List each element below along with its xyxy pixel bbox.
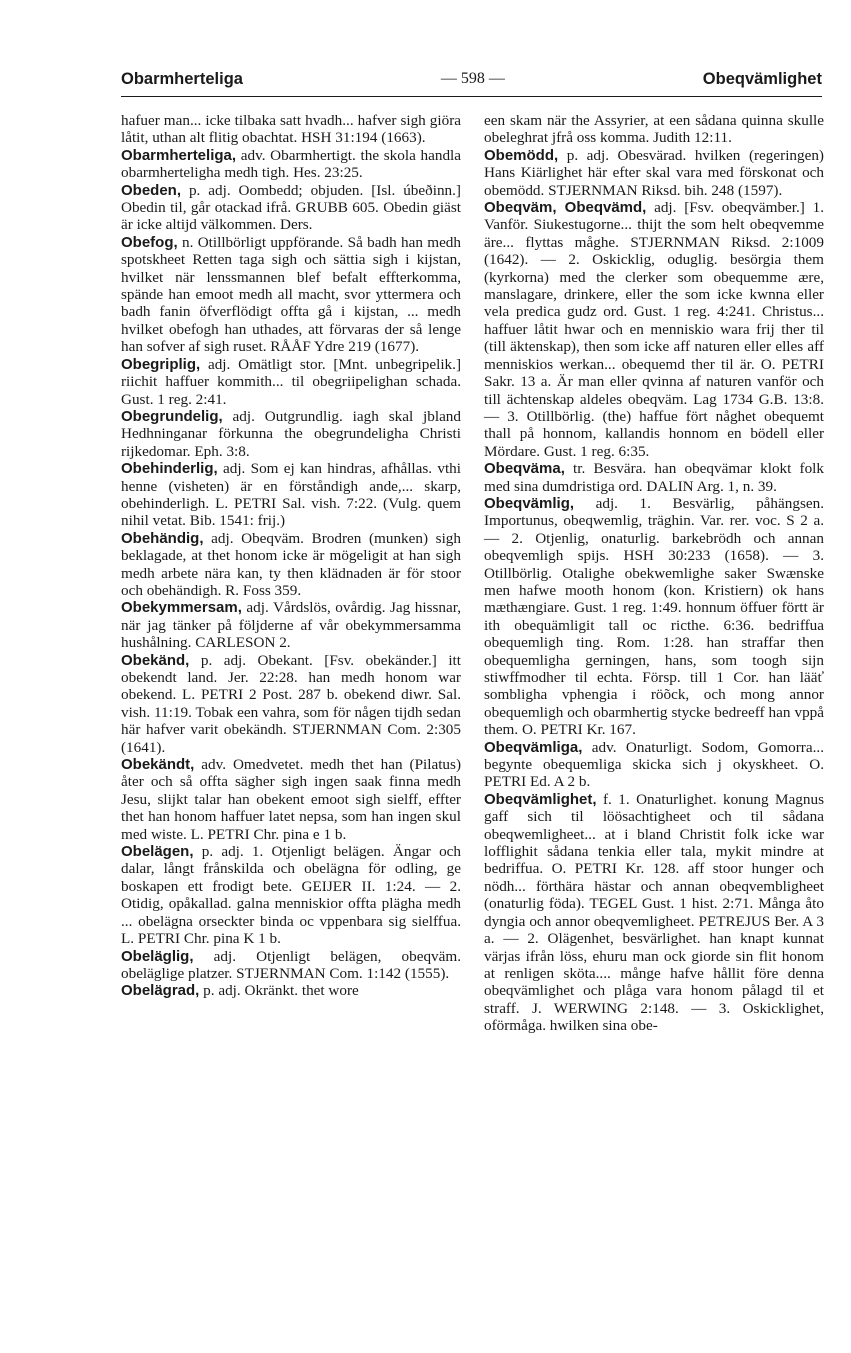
dictionary-entry	[121, 356, 461, 408]
entry-body-text: adj. Outgrundlig. iagh skal jbland Hedhninganar förkunna the obegrundeligha Christi rijkedomar. Eph. 3:8.	[121, 407, 461, 460]
entry-headword: Obeqvämlighet,	[484, 790, 597, 808]
entry-body-text: n. Otillbörligt uppförande. Så badh han medh spotskheet Retten taga sigh och sättia sigh i kijstan, hvilket när lenssmannen blef befalt effterkomma, spände han emoot medh all macht, svor yttermera och badh fanin öfverflödigt offta gå i kijstan, ... medh hvilket obefogh han uthades, att förvaras der så lenge han sofver af sigh ruset. RÅÅF Ydre 219 (1677).	[121, 233, 461, 356]
entry-headword: Obemödd,	[484, 146, 559, 164]
right-column	[484, 112, 824, 1035]
entry-headword: Obeden,	[121, 181, 182, 199]
entry-body-text: p. adj. Okränkt. thet wore	[199, 982, 359, 1000]
entry-headword: Obeqväma,	[484, 460, 565, 478]
dictionary-entry	[121, 182, 461, 234]
dictionary-entry	[121, 982, 461, 999]
entry-headword: Obekymmersam,	[121, 599, 242, 617]
entry-headword: Obelägen,	[121, 843, 194, 861]
entry-body-text: adj. Vårdslös, ovårdig. Jag hissnar, när jag tänker på följderne af vår obekymmersamma hushålning. CARLESON 2.	[121, 599, 461, 652]
page-number: — 598 —	[440, 70, 505, 87]
left-column	[121, 112, 461, 1000]
entry-body-text: f. 1. Onaturlighet. konung Magnus gaff sich til löösachtigheet och til sådana obeqwemligheet... at i bland Christit folk icke war lofflighit sådana tenkia eller tala, mykit mindre at bedriffua. O. PETRI Kr. 128. aff stoor hunger och nödh... förthära hästar och annan obeqvembligheet (onaturlig föda). TEGEL Gust. 1 hist. 2:71. Många åto dyngia och annor obeqvemligheet. PETREJUS Ber. A 3 a. — 2. Olägenhet, besvärlighet. han knapt kunnat värjas ifrån löss, ehuru man ock giorde sin flit honom at renligen sköta.... månge hafve hållit före denna obeqvämlighet och plåga vara honom pålagd til et straff. J. WERWING 2:148. — 3. Oskicklighet, oförmåga. hwilken sina obe-	[484, 790, 824, 1035]
entry-body-text: p. adj. Oombedd; objuden. [Isl. úbeðinn.] Obedin til, går otackad ifrå. GRUBB 605. Obedin giäst är icke altijd välkommen. Ders.	[121, 181, 461, 234]
dictionary-entry	[484, 791, 824, 1035]
entry-body-text: adj. Omätligt stor. [Mnt. unbegripelik.] riichit haffuer kommith... til obegriipelighan schada. Gust. 1 reg. 2:41.	[121, 355, 461, 408]
entry-body-text: p. adj. Obesvärad. hvilken (regeringen) Hans Kiärlighet här efter skal vara med förskonat och obemödd. STJERNMAN Riksd. bih. 248 (1597).	[484, 146, 824, 199]
entry-body-text: hafuer man... icke tilbaka satt hvadh... hafver sigh giöra låtit, uthan alt flitig obachtat. HSH 31:194 (1663).	[121, 112, 461, 147]
entry-body-text: adv. Onaturligt. Sodom, Gomorra... begynte obequemliga skicka sich j okyskheet. O. PETRI Ed. A 2 b.	[484, 738, 824, 791]
entry-headword: Obeläglig,	[121, 947, 194, 965]
entry-body-text: adv. Omedvetet. medh thet han (Pilatus) åter och så offta sägher sigh ingen saak finna medh Jesu, slijkt talar han obekent emoot sigh sielff, effter thet han honom haffuer latet nepsa, som han ingen skul med wiste. L. PETRI Chr. pina e 1 b.	[121, 756, 461, 843]
continued-entry-text	[121, 112, 461, 147]
entry-headword: Obehändig,	[121, 529, 204, 547]
entry-headword: Obeqvämlig,	[484, 494, 575, 512]
entry-body-text: adv. Obarmhertigt. the skola handla obarmherteligha medh tigh. Hes. 23:25.	[121, 146, 461, 182]
entry-body-text: adj. Som ej kan hindras, afhållas. vthi henne (visheten) är en förståndigh ande,... skarp, obehinderligh. L. PETRI Sal. vish. 7:22. (Vulg. quem nihil vetat. Bib. 1541: frij.)	[121, 460, 461, 530]
entry-headword: Obefog,	[121, 233, 178, 251]
dictionary-entry	[484, 199, 824, 460]
dictionary-entry	[484, 495, 824, 739]
entry-body-text: p. adj. 1. Otjenligt belägen. Ängar och dalar, långt frånskilda och obelägna för odling, ge boskapen ett frodigt bete. GEIJER II. 1:24. — 2. Otidig, opåkallad. galna menniskior offta plägha medh ... obelägna orseckter binda oc vppenbara sig sielffua. L. PETRI Chr. pina K 1 b.	[121, 843, 461, 948]
entry-headword: Obegrundelig,	[121, 407, 223, 425]
dictionary-entry	[121, 756, 461, 843]
dictionary-entry	[121, 234, 461, 356]
dictionary-entry	[121, 652, 461, 756]
dictionary-entry	[121, 599, 461, 651]
continued-entry-text	[484, 112, 824, 147]
dictionary-entry	[484, 739, 824, 791]
dictionary-entry	[484, 147, 824, 199]
dictionary-entry	[121, 147, 461, 182]
entry-headword: Obekändt,	[121, 756, 195, 774]
header-rule	[121, 96, 822, 97]
entry-body-text: adj. Otjenligt belägen, obeqväm. obeläglige platzer. STJERNMAN Com. 1:142 (1555).	[121, 947, 461, 982]
entry-headword: Obeqväm, Obeqvämd,	[484, 199, 647, 217]
entry-body-text: adj. [Fsv. obeqvämber.] 1. Vanför. Siukestugorne... thijt the som helt obeqvemme äre... flyttas måghe. STJERNMAN Riksd. 2:1009 (1642). — 2. Oskicklig, oduglig. besörgia them (kyrkorna) med the clerker som obequemme ære, manslagare, drinkere, eller the som icke kwnna eller vela predica gudz ord. Gust. 1 reg. 4:241. Christus... haffuer låtit hwar och en menniskio wara frij ther til (till äktenskap), then som icke aff naturen eller elles aff menniskios werkan... obequemd ther til är. O. PETRI Sakr. 13 a. Är man eller qvinna af naturen vanför och till ächtenskap aldeles obeqväm. Lag 1734 G.B. 13:8. — 3. Otillbörlig. (the) haffue fört någhet obequemt thall på honnom, kallandis honnom en bödell eller Mördare. Gust. 1 reg. 6:35.	[484, 199, 824, 460]
dictionary-entry	[484, 460, 824, 495]
dictionary-entry	[121, 408, 461, 460]
dictionary-entry	[121, 948, 461, 983]
left-running-headword: Obarmherteliga	[121, 69, 243, 88]
right-running-headword: Obeqvämlighet	[702, 69, 822, 88]
running-header	[121, 64, 822, 94]
entry-body-text: een skam när the Assyrier, at een sådana quinna skulle obeleghrat jfrå oss komma. Judith 12:11.	[484, 112, 824, 147]
entry-headword: Obehinderlig,	[121, 460, 218, 478]
entry-body-text: p. adj. Obekant. [Fsv. obekänder.] itt obekendt land. Jer. 22:28. han medh honom war obekend. L. PETRI 2 Post. 287 b. obekend diwr. Sal. vish. 11:19. Tobak een vahra, som för någen tijdh sedan här hafver varit obekändh. STJERNMAN Com. 2:305 (1641).	[121, 651, 461, 756]
dictionary-entry	[121, 530, 461, 600]
entry-headword: Obekänd,	[121, 651, 190, 669]
entry-body-text: adj. 1. Besvärlig, påhängsen. Importunus, obeqwemlig, träghin. Var. rer. voc. S 2 a. — 2. Otjenlig, onaturlig. barkebrödh och annan obeqvemligh spijs. HSH 30:233 (1658). — 3. Otillbörlig. Otalighe obekwemlighe saker Swænske men hafwe mooth honom (kon. Kristiern) ok hans mæthængiare. Gust. 1 reg. 1:49. honnum öffuer förtt är ith obequämligit tall oc ricthe. 6:36. bedriffua obequemligh ting. Rom. 1:28. han straffar then obequemligha gerningen, hans, som toogh sijn stiwffmodher til echta. Försp. till 1 Cor. han lääť sombligha vphengia i röõck, och mong annor obequemligh och obarmhertig stycke bedreeff han vppå them. O. PETRI Kr. 167.	[484, 494, 824, 739]
dictionary-entry	[121, 843, 461, 947]
entry-headword: Obelägrad,	[121, 982, 200, 1000]
entry-body-text: adj. Obeqväm. Brodren (munken) sigh beklagade, at thet honom icke är mögeligit at han sigh medh arbete nära kan, ty then klädnaden är för stoor och obehändigh. R. Foss 359.	[121, 529, 461, 599]
entry-headword: Obarmherteliga,	[121, 146, 237, 164]
entry-body-text: tr. Besvära. han obeqvämar klokt folk med sina dumdristiga ord. DALIN Arg. 1, n. 39.	[484, 460, 824, 495]
entry-headword: Obeqvämliga,	[484, 738, 583, 756]
dictionary-entry	[121, 460, 461, 530]
entry-headword: Obegriplig,	[121, 355, 201, 373]
